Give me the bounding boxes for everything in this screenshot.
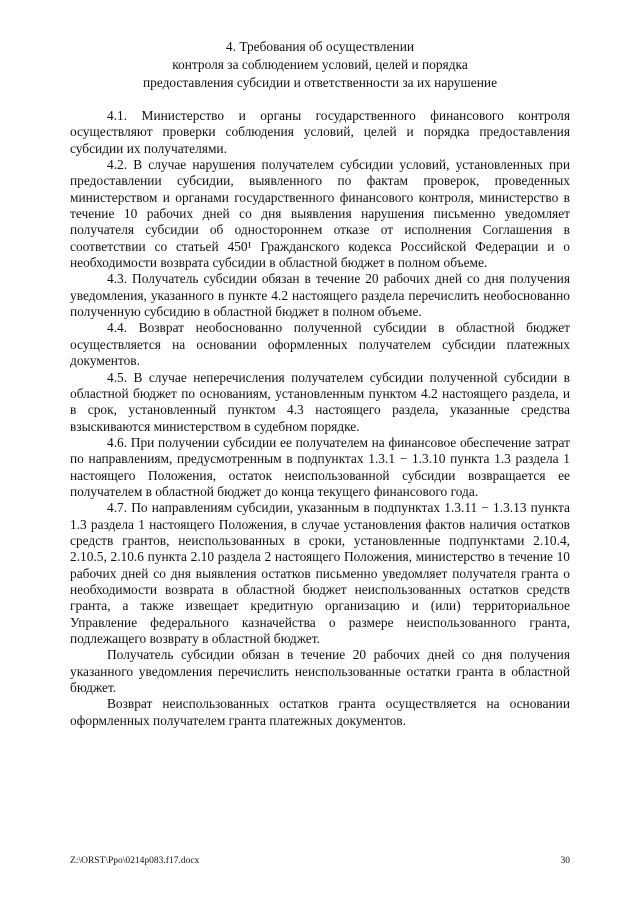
paragraph-4-5: 4.5. В случае неперечисления получателем субсидии полученной субсидии в областной бюджет по основаниям, установленным пунктом 4.2 настоящего раздела, и в срок, установленный пунктом 4.3 настоящего раздела, указанные средства взыскиваются министерством в судебном порядке.	[70, 369, 570, 434]
footer-page-number: 30	[560, 856, 570, 866]
paragraph-4-3: 4.3. Получатель субсидии обязан в течение 20 рабочих дней со дня получения уведомления, указанного в пункте 4.2 настоящего раздела перечислить необоснованно полученную субсидию в областной бюджет в полном объеме.	[70, 271, 570, 320]
section-heading-line-2: контроля за соблюдением условий, целей и порядка	[172, 57, 468, 72]
section-heading-line-3: предоставления субсидии и ответственности за их нарушение	[142, 75, 498, 90]
section-heading-line-1: 4. Требования об осуществлении	[225, 39, 415, 54]
section-body	[70, 108, 570, 729]
paragraph-4-7: 4.7. По направлениям субсидии, указанным в подпунктах 1.3.11 − 1.3.13 пункта 1.3 раздела 1 настоящего Положения, в случае установления фактов наличия остатков средств грантов, неиспользованных в сроки, установленные подпунктами 2.10.4, 2.10.5, 2.10.6 пункта 2.10 раздела 2 настоящего Положения, министерство в течение 10 рабочих дней со дня выявления остатков письменно уведомляет получателя гранта о необходимости возврата в областной бюджет неиспользованных остатков средств гранта, а также извещает кредитную организацию и (или) территориальное Управление федерального казначейства о размере неиспользованного гранта, подлежащего возврату в областной бюджет.	[70, 500, 570, 646]
paragraph-4-6: 4.6. При получении субсидии ее получателем на финансовое обеспечение затрат по направлениям, предусмотренным в подпунктах 1.3.1 − 1.3.10 пункта 1.3 раздела 1 настоящего Положения, остаток неиспользованной субсидии возвращается ее получателем в областной бюджет до конца текущего финансового года.	[70, 434, 570, 499]
paragraph-4-4: 4.4. Возврат необоснованно полученной субсидии в областной бюджет осуществляется на основании оформленных получателем субсидии платежных документов.	[70, 320, 570, 369]
paragraph-4-1: 4.1. Министерство и органы государственного финансового контроля осуществляют проверки соблюдения условий, целей и порядка предоставления субсидии их получателями.	[70, 108, 570, 156]
paragraph-grant-return-deadline: Получатель субсидии обязан в течение 20 рабочих дней со дня получения указанного уведомления перечислить неиспользованные остатки гранта в областной бюджет.	[70, 647, 570, 696]
paragraph-grant-return-basis: Возврат неиспользованных остатков гранта осуществляется на основании оформленных получателем гранта платежных документов.	[70, 696, 570, 728]
paragraph-4-2: 4.2. В случае нарушения получателем субсидии условий, установленных при предоставлении субсидии, выявленного по фактам проверок, проведенных министерством и органами государственного финансового контроля, министерство в течение 10 рабочих дней со дня выявления нарушения письменно уведомляет получателя субсидии об одностороннем отказе от исполнения Соглашения в соответствии со статьей 450¹ Гражданского кодекса Российской Федерации и о необходимости возврата субсидии в областной бюджет в полном объеме.	[70, 157, 570, 271]
footer-file-path: Z:\ORST\Ppo\0214p083.f17.docx	[70, 856, 200, 866]
section-heading	[70, 38, 570, 92]
